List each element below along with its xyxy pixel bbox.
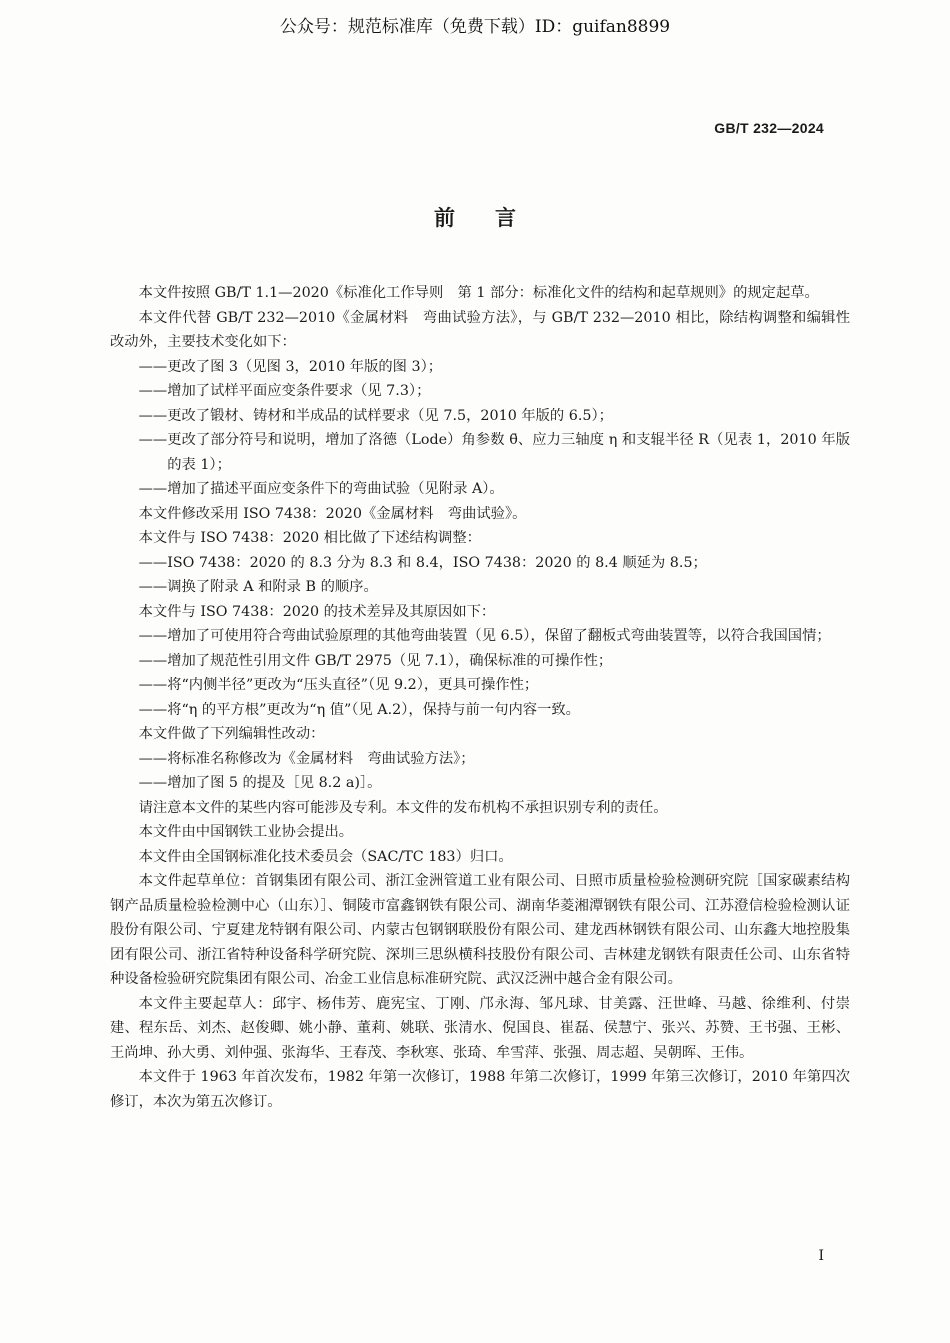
paragraph: 本文件按照 GB/T 1.1—2020《标准化工作导则 第 1 部分：标准化文件的结构和起草规则》的规定起草。 (138, 285, 819, 301)
paragraph: 本文件与 ISO 7438：2020 的技术差异及其原因如下： (138, 603, 496, 620)
paragraph: 本文件主要起草人：邱宇、杨伟芳、鹿宪宝、丁刚、邝永海、邹凡球、甘美露、汪世峰、马越、徐维利、付崇建、程东岳、刘杰、赵俊卿、姚小静、董莉、姚联、张清水、倪国良、崔磊、侯慧宁、张兴、苏赞、王书强、王彬、王尚坤、孙大勇、刘仲强、张海华、王春茂、李秋寒、张琦、牟雪萍、张强、周志超、吴朝晖、王伟。 (110, 995, 850, 1061)
paragraph: 本文件由全国钢标准化技术委员会（SAC/TC 183）归口。 (138, 848, 513, 865)
list-item: ——更改了部分符号和说明，增加了洛德（Lode）角参数 θ̄、应力三轴度 η 和支辊半径 R（见表 1，2010 年版的表 1）； (138, 432, 850, 473)
paragraph: 本文件代替 GB/T 232—2010《金属材料 弯曲试验方法》，与 GB/T 232—2010 相比，除结构调整和编辑性改动外，主要技术变化如下： (110, 309, 850, 350)
list-item: ——增加了可使用符合弯曲试验原理的其他弯曲装置（见 6.5），保留了翻板式弯曲装置等，以符合我国国情； (138, 628, 831, 644)
watermark-header: 公众号：规范标准库（免费下载）ID：guifan8899 (279, 17, 671, 37)
paragraph: 本文件做了下列编辑性改动： (138, 726, 325, 742)
list-item: ——ISO 7438：2020 的 8.3 分为 8.3 和 8.4，ISO 7438：2020 的 8.4 顺延为 8.5； (138, 554, 707, 571)
list-item: ——更改了图 3（见图 3，2010 年版的图 3）； (138, 358, 443, 375)
list-item: ——将“η 的平方根”更改为“η 值”（见 A.2），保持与前一句内容一致。 (138, 701, 580, 718)
list-item: ——将标准名称修改为《金属材料 弯曲试验方法》； (138, 750, 475, 767)
list-item: ——增加了描述平面应变条件下的弯曲试验（见附录 A）。 (138, 481, 504, 497)
page-title: 前言 (434, 206, 556, 230)
preface-body (110, 281, 850, 1114)
page-number: I (818, 1248, 824, 1264)
list-item: ——增加了试样平面应变条件要求（见 7.3）； (138, 383, 431, 399)
list-item: ——更改了锻材、铸材和半成品的试样要求（见 7.5，2010 年版的 6.5）； (138, 407, 613, 424)
paragraph: 本文件于 1963 年首次发布，1982 年第一次修订，1988 年第二次修订，1999 年第三次修订，2010 年第四次修订，本次为第五次修订。 (110, 1069, 850, 1110)
document-number: GB/T 232—2024 (714, 120, 824, 136)
paragraph: 本文件由中国钢铁工业协会提出。 (138, 824, 354, 840)
paragraph: 请注意本文件的某些内容可能涉及专利。本文件的发布机构不承担识别专利的责任。 (138, 799, 668, 816)
paragraph: 本文件修改采用 ISO 7438：2020《金属材料 弯曲试验》。 (138, 505, 527, 522)
paragraph: 本文件起草单位：首钢集团有限公司、浙江金洲管道工业有限公司、日照市质量检验检测研究院［国家碳素结构钢产品质量检验检测中心（山东）］、铜陵市富鑫钢铁有限公司、湖南华菱湘潭钢铁有限公司、江苏澄信检验检测认证股份有限公司、宁夏建龙特钢有限公司、内蒙古包钢钢联股份有限公司、建龙西林钢铁有限公司、山东鑫大地控股集团有限公司、浙江省特种设备科学研究院、深圳三思纵横科技股份有限公司、吉林建龙钢铁有限责任公司、山东省特种设备检验研究院集团有限公司、冶金工业信息标准研究院、武汉泛洲中越合金有限公司。 (110, 873, 850, 987)
paragraph: 本文件与 ISO 7438：2020 相比做了下述结构调整： (138, 530, 481, 546)
list-item: ——调换了附录 A 和附录 B 的顺序。 (138, 579, 378, 595)
list-item: ——增加了图 5 的提及［见 8.2 a)］。 (138, 775, 382, 791)
list-item: ——将“内侧半径”更改为“压头直径”（见 9.2），更具可操作性； (138, 677, 539, 693)
list-item: ——增加了规范性引用文件 GB/T 2975（见 7.1），确保标准的可操作性； (138, 652, 613, 669)
